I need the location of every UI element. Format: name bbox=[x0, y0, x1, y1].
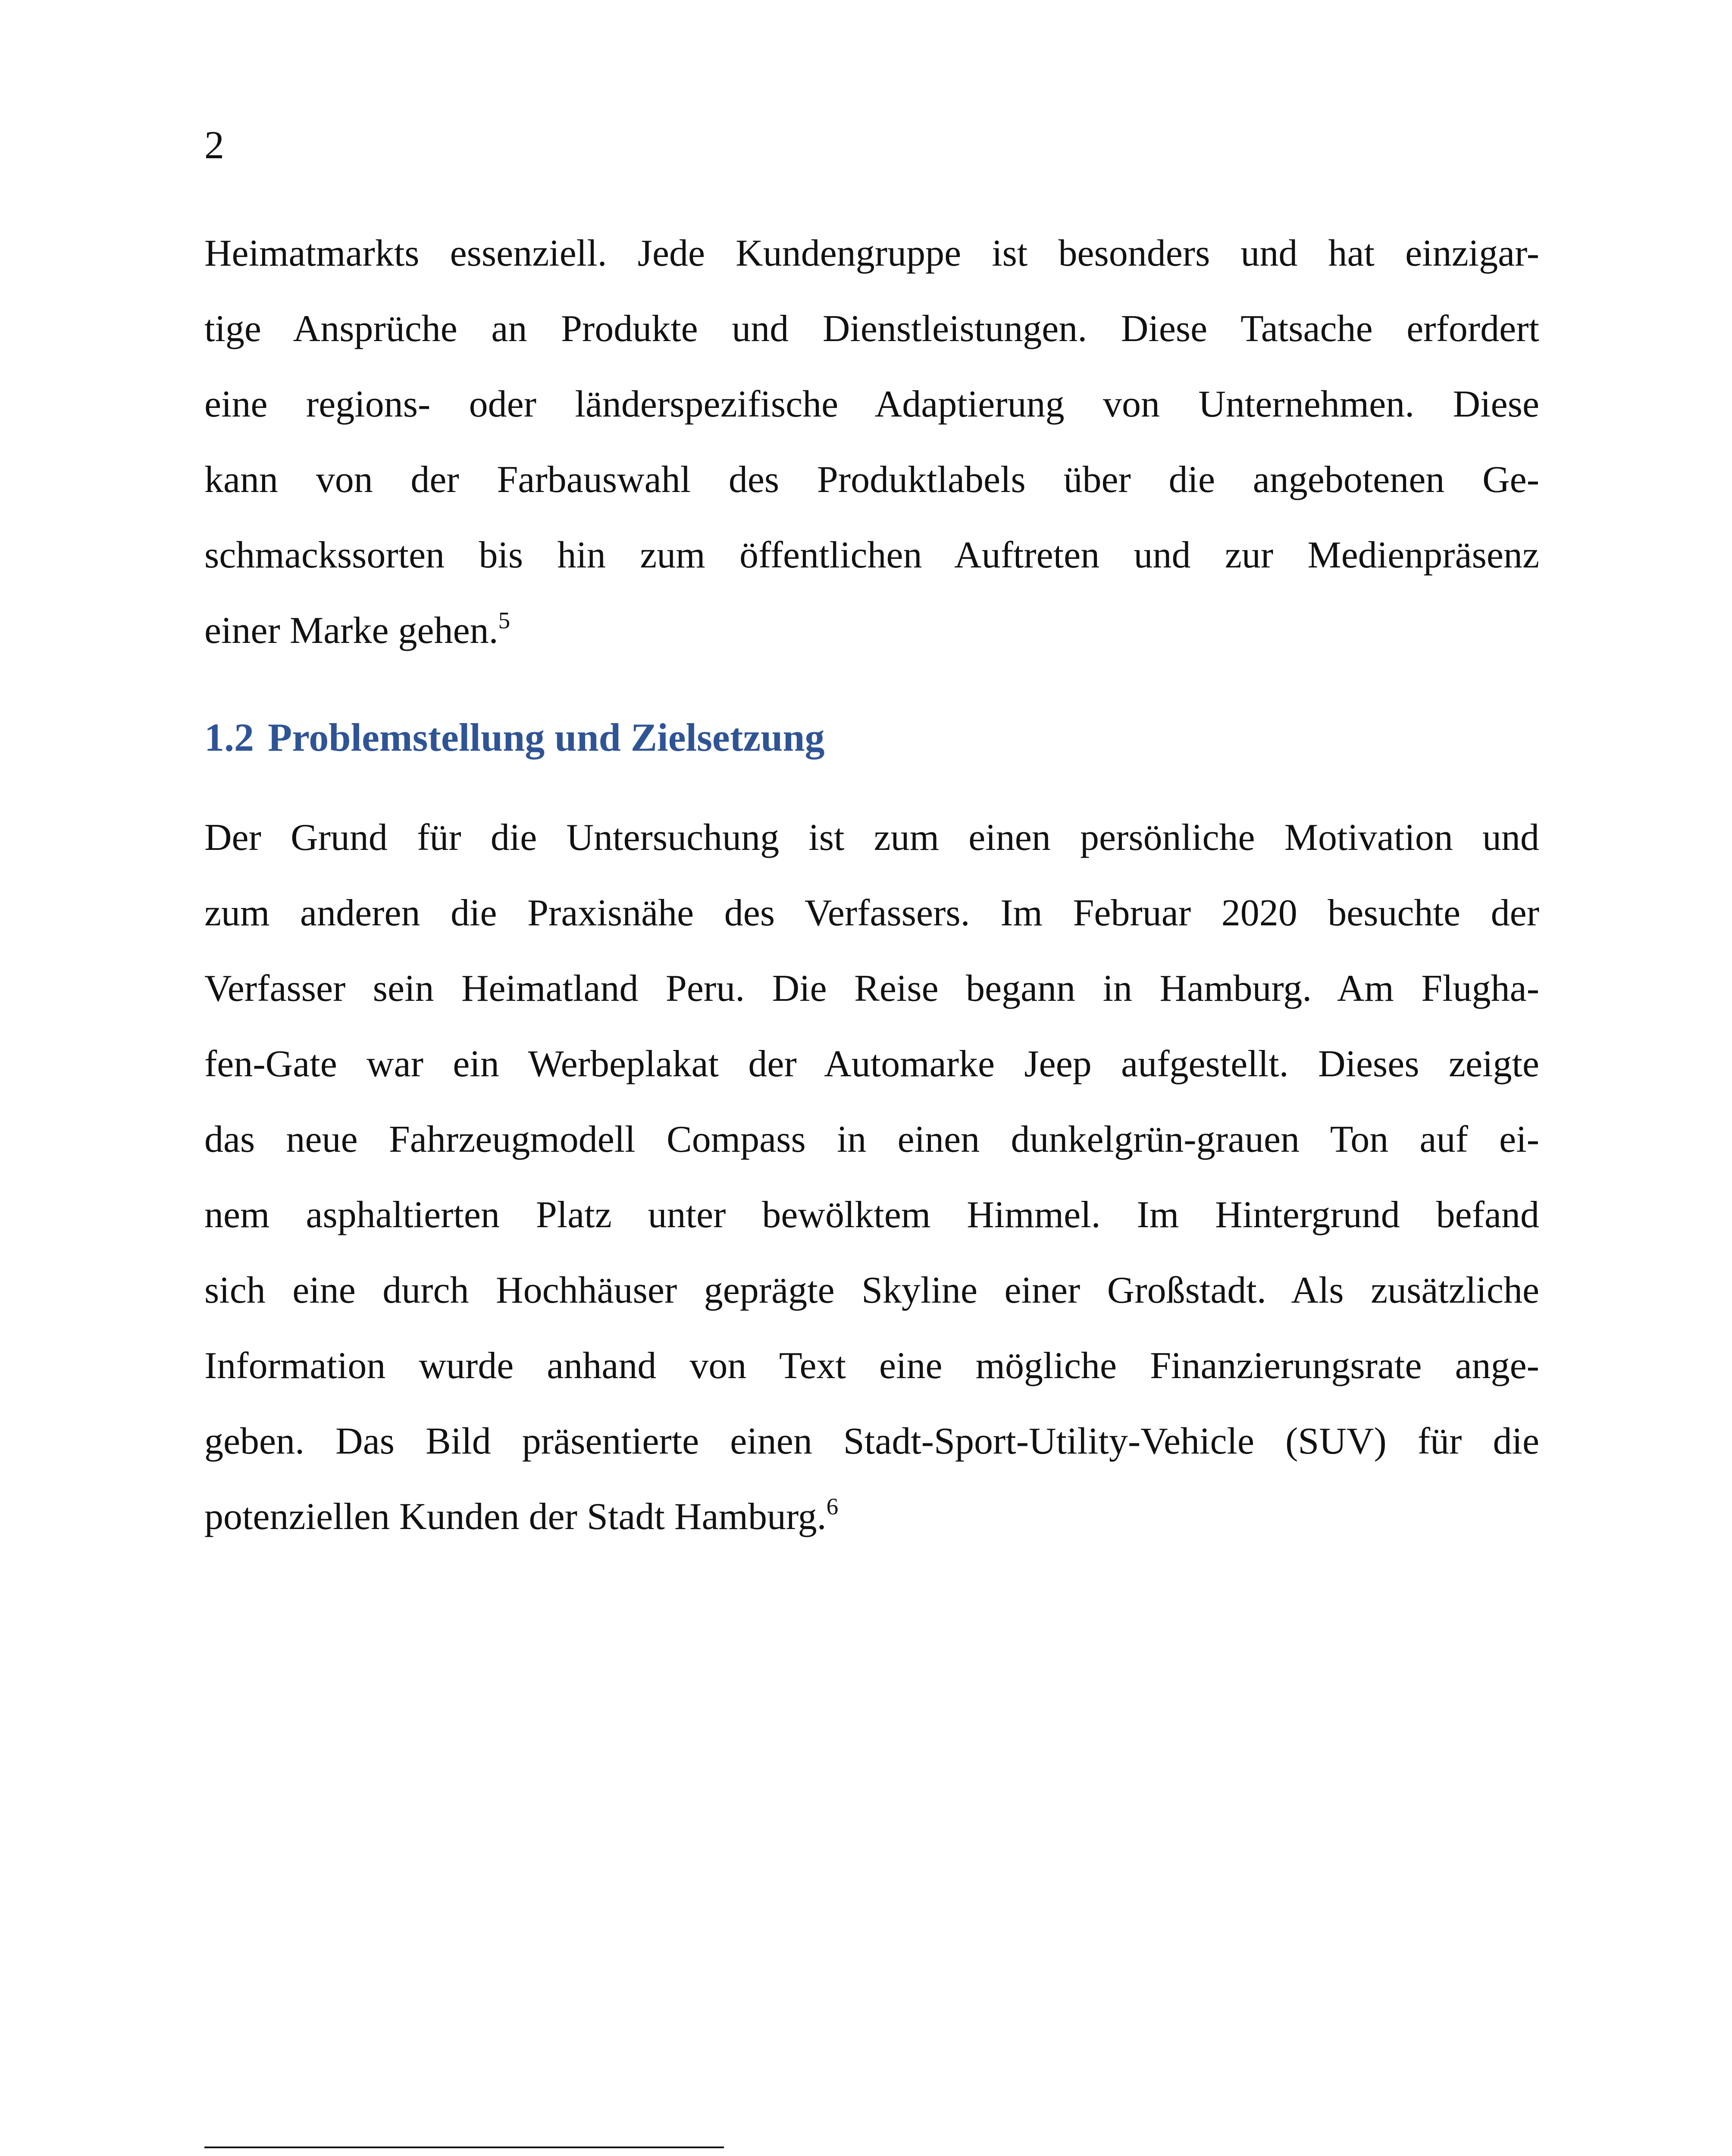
paragraph-line-last bbox=[204, 593, 1539, 668]
paragraph-line: sich eine durch Hochhäuser geprägte Skyline einer Großstadt. Als zusätzliche bbox=[204, 1269, 1539, 1311]
paragraph-line-last bbox=[204, 1479, 1539, 1554]
paragraph-line: Heimatmarkts essenziell. Jede Kundengruppe ist besonders und hat einzigar- bbox=[204, 232, 1539, 274]
paragraph-line: zum anderen die Praxisnähe des Verfassers. Im Februar 2020 besuchte der bbox=[204, 892, 1539, 934]
paragraph-1 bbox=[204, 216, 1539, 668]
paragraph-line: Information wurde anhand von Text eine mögliche Finanzierungsrate ange- bbox=[204, 1345, 1539, 1387]
paragraph-line: Verfasser sein Heimatland Peru. Die Reise begann in Hamburg. Am Flugha- bbox=[204, 968, 1539, 1009]
paragraph-line: kann von der Farbauswahl des Produktlabels über die angebotenen Ge- bbox=[204, 459, 1539, 501]
paragraph-line-text: einer Marke gehen. bbox=[204, 610, 498, 652]
paragraph-line: nem asphaltierten Platz unter bewölktem Himmel. Im Hintergrund befand bbox=[204, 1194, 1539, 1236]
paragraph-line: tige Ansprüche an Produkte und Dienstleistungen. Diese Tatsache erfordert bbox=[204, 308, 1539, 350]
paragraph-line: eine regions- oder länderspezifische Adaptierung von Unternehmen. Diese bbox=[204, 383, 1539, 425]
page-number: 2 bbox=[204, 123, 224, 167]
section-title: Problemstellung und Zielsetzung bbox=[268, 715, 825, 759]
footnote-ref-6: 6 bbox=[826, 1493, 839, 1520]
section-heading bbox=[204, 714, 825, 761]
footnote-separator bbox=[204, 2147, 724, 2148]
paragraph-line: Der Grund für die Untersuchung ist zum einen persönliche Motivation und bbox=[204, 817, 1539, 859]
paragraph-line-text: potenziellen Kunden der Stadt Hamburg. bbox=[204, 1496, 827, 1538]
paragraph-line: schmackssorten bis hin zum öffentlichen Auftreten und zur Medienpräsenz bbox=[204, 534, 1539, 576]
section-number: 1.2 bbox=[204, 715, 254, 759]
footnote-ref-5: 5 bbox=[498, 607, 511, 633]
paragraph-line: fen-Gate war ein Werbeplakat der Automarke Jeep aufgestellt. Dieses zeigte bbox=[204, 1043, 1539, 1085]
paragraph-line: das neue Fahrzeugmodell Compass in einen dunkelgrün-grauen Ton auf ei- bbox=[204, 1119, 1539, 1160]
paragraph-line: geben. Das Bild präsentierte einen Stadt-Sport-Utility-Vehicle (SUV) für die bbox=[204, 1420, 1539, 1462]
paragraph-2 bbox=[204, 800, 1539, 1554]
